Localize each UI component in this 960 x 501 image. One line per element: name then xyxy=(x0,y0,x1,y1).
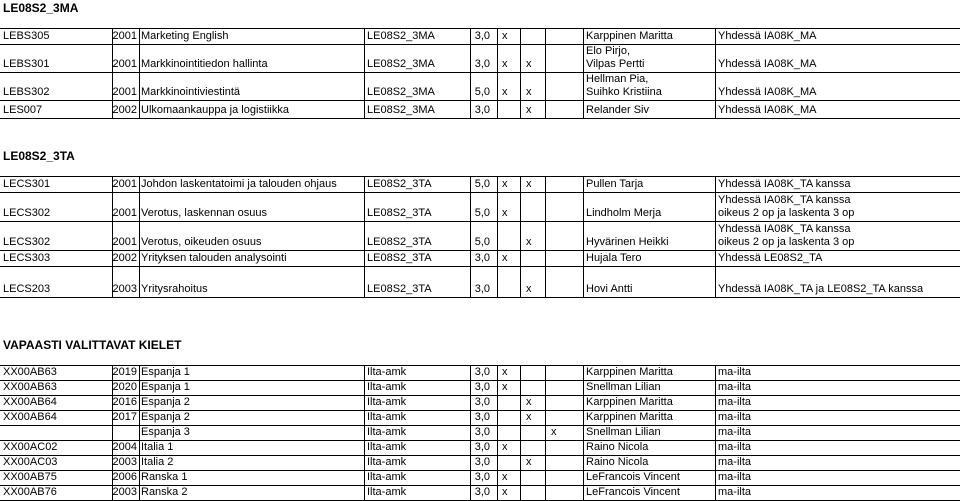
note: Yhdessä IA08K_TA kanssa xyxy=(718,178,851,190)
group-code: LE08S2_3MA xyxy=(367,30,435,42)
credits: 3,0 xyxy=(474,426,490,438)
course-name: Italia 1 xyxy=(141,441,174,453)
teacher-name: Karppinen Maritta xyxy=(586,411,673,423)
note: ma-ilta xyxy=(718,441,752,453)
teacher-name: Elo Pirjo, xyxy=(586,45,631,57)
column-divider xyxy=(139,365,140,500)
column-divider xyxy=(497,28,498,118)
credits: 3,0 xyxy=(474,366,490,378)
credits: 3,0 xyxy=(474,58,490,70)
column-divider xyxy=(364,28,365,118)
row-divider xyxy=(0,28,960,29)
teacher-name: Relander Siv xyxy=(586,104,649,116)
group-code: Ilta-amk xyxy=(367,411,407,423)
column-divider xyxy=(497,176,498,297)
group-code: LE08S2_3MA xyxy=(367,104,435,116)
period-2-mark: x xyxy=(526,456,532,468)
period-1-mark: x xyxy=(502,486,508,498)
period-1-mark: x xyxy=(502,58,508,70)
teacher-name: LeFrancois Vincent xyxy=(586,486,680,498)
course-code: LECS302 xyxy=(3,207,51,219)
note: Yhdessä IA08K_MA xyxy=(718,30,817,42)
row-divider xyxy=(0,72,960,73)
period-1-mark: x xyxy=(502,381,508,393)
credits: 3,0 xyxy=(474,381,490,393)
credits: 3,0 xyxy=(474,104,490,116)
note: ma-ilta xyxy=(718,396,752,408)
row-divider xyxy=(0,118,960,119)
period-1-mark: x xyxy=(502,30,508,42)
course-id: 2020 xyxy=(112,381,137,393)
note: ma-ilta xyxy=(718,471,752,483)
group-code: LE08S2_3MA xyxy=(367,58,435,70)
period-1-mark: x xyxy=(502,471,508,483)
note: Yhdessä IA08K_TA ja LE08S2_TA kanssa xyxy=(718,283,924,295)
course-id: 2001 xyxy=(112,58,137,70)
course-code: XX00AC02 xyxy=(3,441,58,453)
group-code: Ilta-amk xyxy=(367,456,407,468)
course-code: LECS303 xyxy=(3,252,51,264)
group-code: LE08S2_3TA xyxy=(367,236,432,248)
note: Yhdessä IA08K_TA kanssa xyxy=(718,223,851,235)
course-code: XX00AC03 xyxy=(3,456,58,468)
course-name: Yritysrahoitus xyxy=(141,283,208,295)
course-name: Verotus, oikeuden osuus xyxy=(141,236,262,248)
column-divider xyxy=(715,365,716,500)
column-divider xyxy=(520,28,521,118)
course-id: 2002 xyxy=(112,252,137,264)
credits: 5,0 xyxy=(474,86,490,98)
course-id: 2001 xyxy=(112,178,137,190)
note: Yhdessä LE08S2_TA xyxy=(718,252,823,264)
course-id: 2001 xyxy=(112,30,137,42)
course-code: XX00AB63 xyxy=(3,381,57,393)
credits: 3,0 xyxy=(474,411,490,423)
course-name: Espanja 2 xyxy=(141,411,190,423)
course-id: 2004 xyxy=(112,441,137,453)
period-1-mark: x xyxy=(502,86,508,98)
credits: 3,0 xyxy=(474,456,490,468)
teacher-name: Karppinen Maritta xyxy=(586,396,673,408)
column-divider xyxy=(545,28,546,118)
course-name: Johdon laskentatoimi ja talouden ohjaus xyxy=(141,178,337,190)
course-name: Espanja 1 xyxy=(141,366,190,378)
group-code: Ilta-amk xyxy=(367,366,407,378)
course-name: Ranska 2 xyxy=(141,486,188,498)
period-2-mark: x xyxy=(526,58,532,70)
course-code: LECS302 xyxy=(3,236,51,248)
period-1-mark: x xyxy=(502,178,508,190)
credits: 5,0 xyxy=(474,207,490,219)
teacher-name: Vilpas Pertti xyxy=(586,58,645,70)
period-2-mark: x xyxy=(526,396,532,408)
course-id: 2001 xyxy=(112,236,137,248)
section-heading: VAPAASTI VALITTAVAT KIELET xyxy=(3,338,182,352)
teacher-name: Snellman Lilian xyxy=(586,426,661,438)
group-code: LE08S2_3MA xyxy=(367,86,435,98)
row-divider xyxy=(0,192,960,193)
row-divider xyxy=(0,221,960,222)
note: ma-ilta xyxy=(718,486,752,498)
group-code: LE08S2_3TA xyxy=(367,207,432,219)
course-id: 2001 xyxy=(112,207,137,219)
teacher-name: Karppinen Maritta xyxy=(586,366,673,378)
course-name: Italia 2 xyxy=(141,456,174,468)
section-heading: LE08S2_3MA xyxy=(3,1,79,15)
column-divider xyxy=(520,365,521,500)
group-code: Ilta-amk xyxy=(367,381,407,393)
course-id: 2001 xyxy=(112,86,137,98)
course-code: LES007 xyxy=(3,104,43,116)
row-divider xyxy=(0,250,960,251)
teacher-name: LeFrancois Vincent xyxy=(586,471,680,483)
course-name: Espanja 1 xyxy=(141,381,190,393)
course-id: 2002 xyxy=(112,104,137,116)
note: oikeus 2 op ja laskenta 3 op xyxy=(718,207,855,219)
period-2-mark: x xyxy=(526,411,532,423)
row-divider xyxy=(0,297,960,298)
teacher-name: Karppinen Maritta xyxy=(586,30,673,42)
course-id: 2003 xyxy=(112,456,137,468)
teacher-name: Lindholm Merja xyxy=(586,207,662,219)
course-name: Marketing English xyxy=(141,30,229,42)
group-code: LE08S2_3TA xyxy=(367,252,432,264)
column-divider xyxy=(715,28,716,118)
group-code: Ilta-amk xyxy=(367,426,407,438)
column-divider xyxy=(583,28,584,118)
course-id: 2003 xyxy=(112,283,137,295)
credits: 3,0 xyxy=(474,396,490,408)
row-divider xyxy=(0,176,960,177)
column-divider xyxy=(139,176,140,297)
period-2-mark: x xyxy=(526,283,532,295)
teacher-name: Hellman Pia, xyxy=(586,73,649,85)
course-id: 2017 xyxy=(112,411,137,423)
course-code: XX00AB64 xyxy=(3,396,57,408)
column-divider xyxy=(583,365,584,500)
course-code: XX00AB75 xyxy=(3,471,57,483)
teacher-name: Raino Nicola xyxy=(586,456,649,468)
credits: 5,0 xyxy=(474,178,490,190)
credits: 3,0 xyxy=(474,252,490,264)
note: ma-ilta xyxy=(718,411,752,423)
note: Yhdessä IA08K_TA kanssa xyxy=(718,194,851,206)
course-name: Ranska 1 xyxy=(141,471,188,483)
teacher-name: Suihko Kristiina xyxy=(586,86,662,98)
credits: 3,0 xyxy=(474,30,490,42)
period-1-mark: x xyxy=(502,207,508,219)
credits: 5,0 xyxy=(474,236,490,248)
course-code: LEBS301 xyxy=(3,58,50,70)
credits: 3,0 xyxy=(474,283,490,295)
note: ma-ilta xyxy=(718,366,752,378)
period-1-mark: x xyxy=(502,366,508,378)
period-2-mark: x xyxy=(526,236,532,248)
row-divider xyxy=(0,266,960,267)
note: ma-ilta xyxy=(718,456,752,468)
course-code: XX00AB64 xyxy=(3,411,57,423)
course-code: XX00AB63 xyxy=(3,366,57,378)
column-divider xyxy=(715,176,716,297)
period-2-mark: x xyxy=(526,104,532,116)
group-code: Ilta-amk xyxy=(367,396,407,408)
course-id: 2019 xyxy=(112,366,137,378)
note: Yhdessä IA08K_MA xyxy=(718,58,817,70)
teacher-name: Pullen Tarja xyxy=(586,178,644,190)
teacher-name: Snellman Lilian xyxy=(586,381,661,393)
course-code: LEBS305 xyxy=(3,30,50,42)
note: oikeus 2 op ja laskenta 3 op xyxy=(718,236,855,248)
teacher-name: Hujala Tero xyxy=(586,252,642,264)
column-divider xyxy=(545,365,546,500)
period-3-mark: x xyxy=(551,426,557,438)
note: Yhdessä IA08K_MA xyxy=(718,86,817,98)
teacher-name: Raino Nicola xyxy=(586,441,649,453)
note: ma-ilta xyxy=(718,426,752,438)
group-code: LE08S2_3TA xyxy=(367,283,432,295)
credits: 3,0 xyxy=(474,486,490,498)
course-name: Markkinointitiedon hallinta xyxy=(141,58,268,70)
course-id: 2006 xyxy=(112,471,137,483)
teacher-name: Hovi Antti xyxy=(586,283,633,295)
course-name: Ulkomaankauppa ja logistiikka xyxy=(141,104,289,116)
course-code: XX00AB76 xyxy=(3,486,57,498)
period-2-mark: x xyxy=(526,178,532,190)
note: ma-ilta xyxy=(718,381,752,393)
group-code: Ilta-amk xyxy=(367,441,407,453)
column-divider xyxy=(364,176,365,297)
course-id: 2016 xyxy=(112,396,137,408)
course-name: Markkinointiviestintä xyxy=(141,86,241,98)
course-name: Verotus, laskennan osuus xyxy=(141,207,267,219)
group-code: Ilta-amk xyxy=(367,486,407,498)
course-code: LECS203 xyxy=(3,283,51,295)
group-code: Ilta-amk xyxy=(367,471,407,483)
teacher-name: Hyvärinen Heikki xyxy=(586,236,669,248)
section-heading: LE08S2_3TA xyxy=(3,149,75,163)
note: Yhdessä IA08K_MA xyxy=(718,104,817,116)
column-divider xyxy=(139,28,140,118)
period-1-mark: x xyxy=(502,441,508,453)
column-divider xyxy=(520,176,521,297)
period-2-mark: x xyxy=(526,86,532,98)
column-divider xyxy=(364,365,365,500)
credits: 3,0 xyxy=(474,471,490,483)
row-divider xyxy=(0,100,960,101)
group-code: LE08S2_3TA xyxy=(367,178,432,190)
period-1-mark: x xyxy=(502,252,508,264)
column-divider xyxy=(497,365,498,500)
course-name: Espanja 3 xyxy=(141,426,190,438)
column-divider xyxy=(583,176,584,297)
credits: 3,0 xyxy=(474,441,490,453)
column-divider xyxy=(545,176,546,297)
course-name: Espanja 2 xyxy=(141,396,190,408)
row-divider xyxy=(0,44,960,45)
course-code: LECS301 xyxy=(3,178,51,190)
course-name: Yrityksen talouden analysointi xyxy=(141,252,287,264)
course-code: LEBS302 xyxy=(3,86,50,98)
course-id: 2003 xyxy=(112,486,137,498)
